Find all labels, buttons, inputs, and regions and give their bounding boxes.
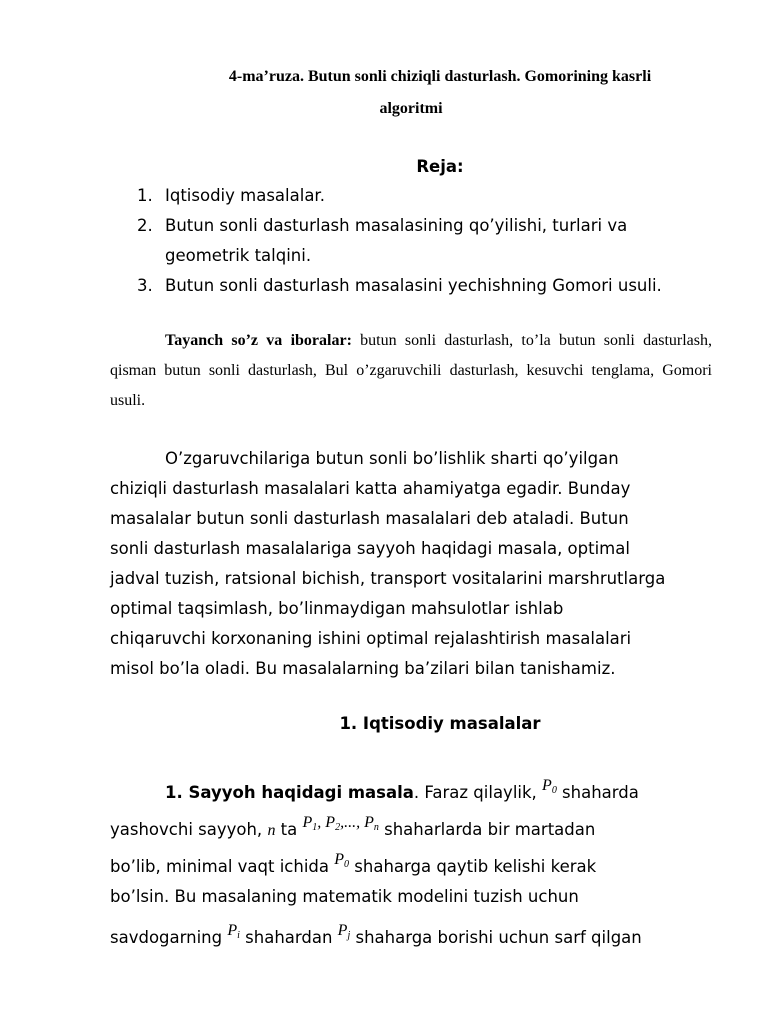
- keywords-label: Tayanch so’z va iboralar:: [165, 332, 352, 349]
- section-heading: 1. Iqtisodiy masalalar: [339, 714, 541, 733]
- text-run: bo’lib, minimal vaqt ichida: [110, 857, 335, 876]
- text-run: savdogarning: [110, 928, 228, 947]
- plan-item-number: 3.: [137, 276, 153, 295]
- intro-line: misol bo’la oladi. Bu masalalarning ba’zilari bilan tanishamiz.: [110, 659, 616, 678]
- travel-line-2: [110, 815, 714, 845]
- plan-heading: Reja:: [416, 157, 464, 176]
- text-run: shaharga borishi uchun sarf qilgan: [350, 928, 642, 947]
- plan-item-text: Butun sonli dasturlash masalasini yechishning Gomori usuli.: [165, 276, 662, 295]
- intro-line: masalalar butun sonli dasturlash masalalari deb ataladi. Butun: [110, 509, 629, 528]
- plan-item-3: [137, 276, 662, 295]
- title-line-2: algoritmi: [379, 100, 443, 117]
- math-p0: $P_0$: [542, 777, 557, 796]
- math-n: n: [267, 822, 276, 839]
- travel-line-1: [110, 778, 714, 808]
- lecture-title: [110, 68, 768, 86]
- text-run: yashovchi sayyoh,: [110, 820, 268, 839]
- plan-item-text: geometrik talqini.: [165, 246, 312, 265]
- title-line-1: 4-ma’ruza. Butun sonli chiziqli dasturlash. Gomorining kasrli: [228, 68, 652, 85]
- keywords-paragraph: [110, 326, 712, 416]
- text-run: . Faraz qilaylik,: [413, 783, 543, 802]
- plan-item-text: Butun sonli dasturlash masalasining qo’yilishi, turlari va: [165, 216, 628, 235]
- math-pj: $P_j$: [337, 922, 351, 941]
- math-p0: $P_0$: [334, 851, 350, 870]
- text-run: bo’lsin. Bu masalaning matematik modelini tuzish uchun: [110, 887, 579, 906]
- travel-line-4: [110, 882, 714, 912]
- plan-item-number: 1.: [137, 186, 153, 205]
- text-run: shahardan: [239, 928, 338, 947]
- intro-paragraph: [110, 444, 714, 684]
- plan-item-text: Iqtisodiy masalalar.: [165, 186, 325, 205]
- travel-bold-label: 1. Sayyoh haqidagi masala: [165, 783, 414, 802]
- travel-line-3: [110, 852, 714, 882]
- plan-item-2: [137, 216, 627, 235]
- plan-item-2-cont: [137, 246, 311, 265]
- math-p-sequence: $P_1$, $P_2$,..., $P_n$: [302, 814, 379, 833]
- math-pi: $P_i$: [227, 922, 240, 941]
- intro-line: O’zgaruvchilariga butun sonli bo’lishlik sharti qo’yilgan: [165, 449, 619, 468]
- plan-item-number: 2.: [137, 216, 153, 235]
- intro-line: chiqaruvchi korxonaning ishini optimal rejalashtirish masalalari: [110, 629, 632, 648]
- intro-line: sonli dasturlash masalalariga sayyoh haqidagi masala, optimal: [110, 539, 630, 558]
- intro-line: chiziqli dasturlash masalalari katta ahamiyatga egadir. Bunday: [110, 479, 631, 498]
- intro-line: jadval tuzish, ratsional bichish, transport vositalarini marshrutlarga: [110, 569, 666, 588]
- intro-line: optimal taqsimlash, bo’linmaydigan mahsulotlar ishlab: [110, 599, 564, 618]
- keywords-text: butun sonli dasturlash, to’la butun sonli dasturlash, qisman butun sonli dasturlash, Bul o’zgaruvchili dasturlash, kesuvchi tenglama, Gomori usuli.: [110, 332, 713, 409]
- text-run: shaharlarda bir martadan: [378, 820, 596, 839]
- plan-item-1: [137, 186, 325, 205]
- text-run: shaharda: [556, 783, 639, 802]
- travel-line-5: [110, 923, 714, 953]
- text-run: ta: [275, 820, 303, 839]
- text-run: shaharga qaytib kelishi kerak: [349, 857, 597, 876]
- lecture-title-cont: [110, 100, 712, 118]
